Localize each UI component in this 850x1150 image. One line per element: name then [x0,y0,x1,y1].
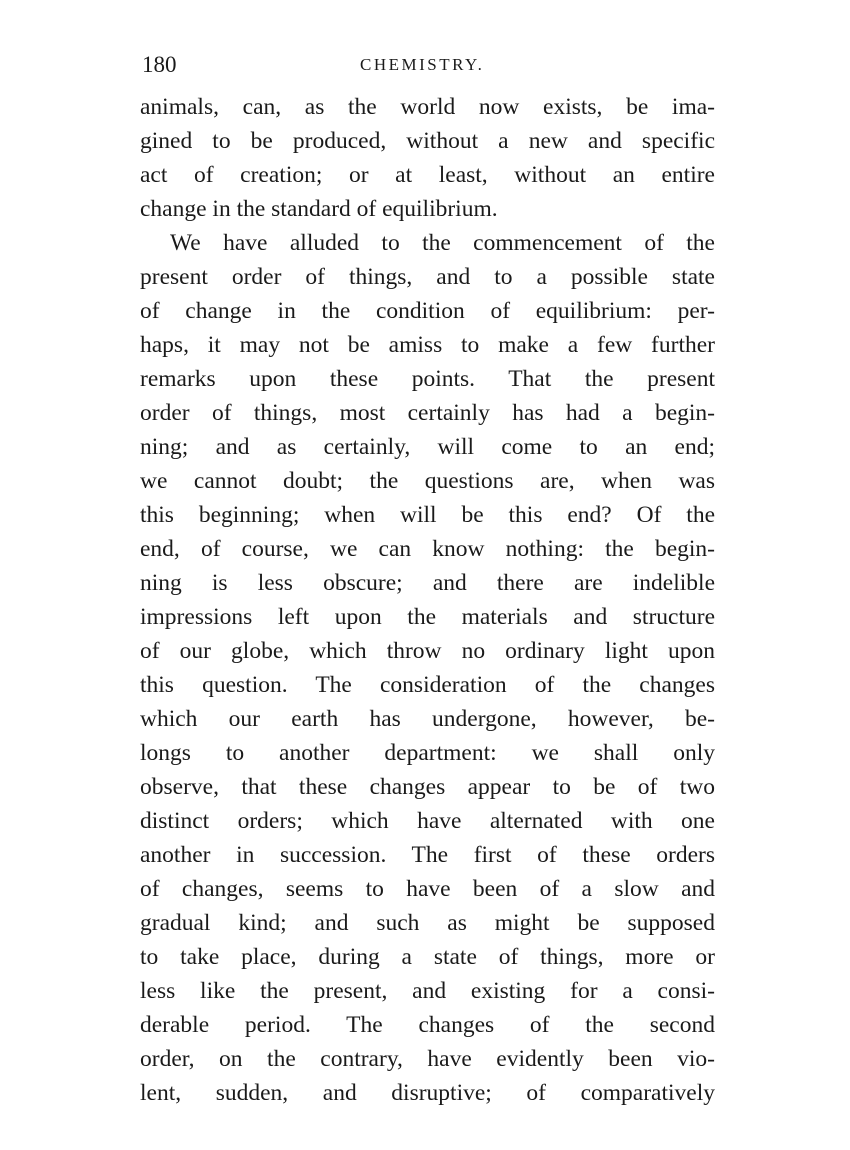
text-line: observe, that these changes appear to be of two [140,774,715,800]
text-line: present order of things, and to a possible state [140,264,715,290]
text-line: impressions left upon the materials and structure [140,604,715,630]
text-line: longs to another department: we shall only [140,740,715,766]
text-line: remarks upon these points. That the present [140,366,715,392]
text-line: of our globe, which throw no ordinary light upon [140,638,715,664]
text-line: less like the present, and existing for a consi- [140,978,715,1004]
text-line: animals, can, as the world now exists, be ima- [140,94,715,120]
text-line: this beginning; when will be this end? Of the [140,502,715,528]
running-head [140,52,715,82]
text-line: change in the standard of equilibrium. [140,196,498,222]
text-line: gradual kind; and such as might be supposed [140,910,715,936]
text-line: order, on the contrary, have evidently been vio- [140,1046,715,1072]
text-line: end, of course, we can know nothing: the begin- [140,536,715,562]
text-line: of change in the condition of equilibrium: per- [140,298,715,324]
text-line: order of things, most certainly has had a begin- [140,400,715,426]
paragraph [140,226,715,1110]
text-line: lent, sudden, and disruptive; of comparatively [140,1080,715,1106]
text-line: this question. The consideration of the changes [140,672,715,698]
body-text [140,90,715,1110]
book-page [140,52,715,1110]
text-line: ning is less obscure; and there are indelible [140,570,715,596]
text-line: distinct orders; which have alternated with one [140,808,715,834]
text-line: another in succession. The first of these orders [140,842,715,868]
text-line: to take place, during a state of things, more or [140,944,715,970]
text-line: we cannot doubt; the questions are, when was [140,468,715,494]
text-line: which our earth has undergone, however, be- [140,706,715,732]
page-number: 180 [142,52,177,77]
text-line: We have alluded to the commencement of the [170,230,715,256]
text-line: ning; and as certainly, will come to an end; [140,434,715,460]
text-line: act of creation; or at least, without an entire [140,162,715,188]
paragraph [140,90,715,226]
text-line: derable period. The changes of the second [140,1012,715,1038]
text-line: haps, it may not be amiss to make a few further [140,332,715,358]
text-line: gined to be produced, without a new and specific [140,128,715,154]
text-line: of changes, seems to have been of a slow and [140,876,715,902]
running-title: CHEMISTRY. [360,55,485,74]
